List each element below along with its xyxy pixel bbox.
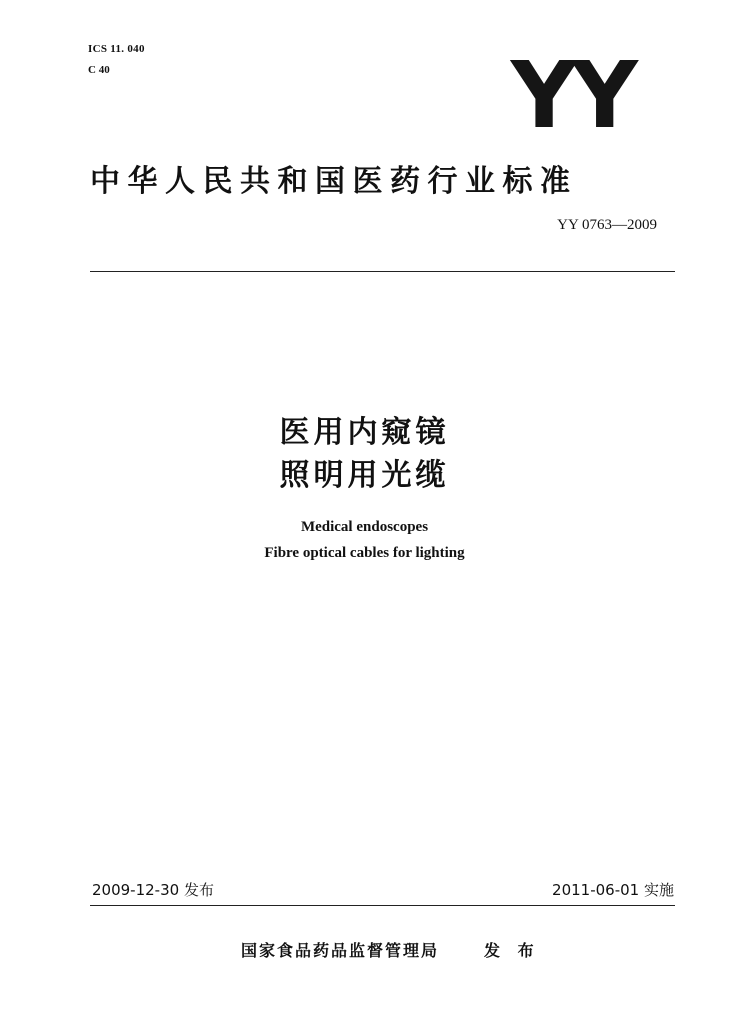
title-en-line-2: Fibre optical cables for lighting [264, 545, 465, 561]
ics-code: ICS 11. 040 [88, 43, 145, 55]
title-cn-line-1: 医用内窥镜 [279, 415, 450, 450]
classification-code: C 40 [88, 64, 110, 76]
publisher-name: 国家食品药品监督管理局 [241, 941, 440, 960]
header-divider [90, 271, 675, 272]
standard-number: YY 0763—2009 [557, 217, 657, 233]
title-cn-line-2: 照明用光缆 [279, 458, 450, 493]
title-en-line-1: Medical endoscopes [300, 519, 429, 535]
yy-logo: YY [510, 42, 632, 149]
footer-divider [90, 905, 675, 906]
publish-label: 发 布 [484, 941, 540, 960]
national-standard-title: 中华人民共和国医药行业标准 [90, 164, 578, 199]
issue-date: 2009-12-30 发布 [92, 881, 214, 899]
implementation-date: 2011-06-01 实施 [552, 881, 674, 899]
